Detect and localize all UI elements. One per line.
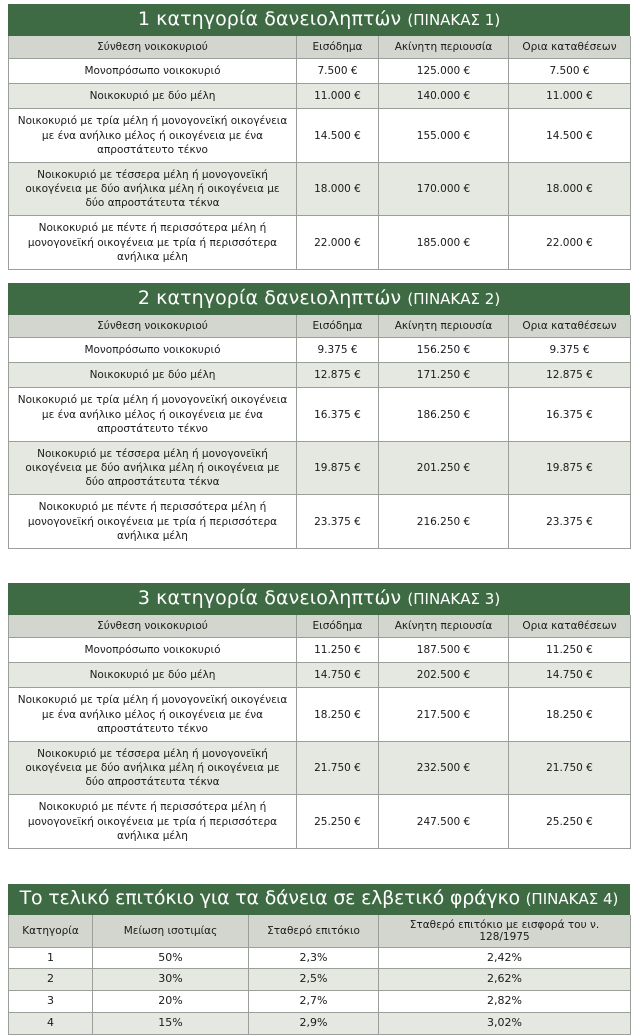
cell-income: 18.250 €	[297, 688, 379, 742]
cell-category: 2	[9, 969, 93, 991]
table-row	[9, 795, 631, 849]
col-header-fixed-rate: Σταθερό επιτόκιο	[249, 915, 379, 948]
cell-household: Νοικοκυριό με τέσσερα μέλη ή μονογονεϊκή οικογένεια με δύο ανήλικα μέλη ή οικογένεια με δύο απροστάτευτα τέκνα	[9, 741, 297, 795]
cell-rate: 2,3%	[249, 947, 379, 969]
cell-income: 19.875 €	[297, 441, 379, 495]
table-row	[9, 441, 631, 495]
table-row	[9, 84, 631, 109]
table-4-grid	[8, 915, 631, 1035]
cell-deposits: 16.375 €	[509, 388, 631, 442]
col-header-household: Σύνθεση νοικοκυριού	[9, 315, 297, 338]
cell-deposits: 21.750 €	[509, 741, 631, 795]
cell-property: 170.000 €	[379, 162, 509, 216]
cell-household: Νοικοκυριό με πέντε ή περισσότερα μέλη ή μονογονεϊκή οικογένεια με τρία ή περισσότερα ανήλικα μέλη	[9, 216, 297, 270]
table-row	[9, 947, 631, 969]
cell-household: Νοικοκυριό με τρία μέλη ή μονογονεϊκή οικογένεια με ένα ανήλικο μέλος ή οικογένεια με ένα απροστάτευτο τέκνο	[9, 388, 297, 442]
table-2-title-main: 2 κατηγορία δανειοληπτών	[137, 287, 402, 309]
cell-property: 156.250 €	[379, 338, 509, 363]
table-3-title-sub: (ΠΙΝΑΚΑΣ 3)	[407, 590, 501, 608]
borrower-category-table-3	[8, 583, 630, 849]
cell-income: 22.000 €	[297, 216, 379, 270]
cell-property: 125.000 €	[379, 59, 509, 84]
col-header-property: Ακίνητη περιουσία	[379, 36, 509, 59]
cell-rate-with-levy: 2,82%	[379, 991, 631, 1013]
cell-income: 25.250 €	[297, 795, 379, 849]
cell-deposits: 22.000 €	[509, 216, 631, 270]
col-header-income: Εισόδημα	[297, 615, 379, 638]
cell-deposits: 18.000 €	[509, 162, 631, 216]
col-header-deposits: Ορια καταθέσεων	[509, 36, 631, 59]
col-header-income: Εισόδημα	[297, 36, 379, 59]
cell-household: Μονοπρόσωπο νοικοκυριό	[9, 59, 297, 84]
table-1-grid	[8, 36, 631, 270]
cell-income: 11.250 €	[297, 638, 379, 663]
cell-category: 4	[9, 1013, 93, 1035]
cell-income: 14.500 €	[297, 109, 379, 163]
table-2-title-sub: (ΠΙΝΑΚΑΣ 2)	[407, 290, 501, 308]
cell-deposits: 19.875 €	[509, 441, 631, 495]
table-row	[9, 388, 631, 442]
table-row	[9, 741, 631, 795]
cell-reduction: 20%	[93, 991, 249, 1013]
table-row	[9, 688, 631, 742]
table-row	[9, 59, 631, 84]
table-2-grid	[8, 315, 631, 549]
cell-household: Νοικοκυριό με πέντε ή περισσότερα μέλη ή μονογονεϊκή οικογένεια με τρία ή περισσότερα ανήλικα μέλη	[9, 795, 297, 849]
table-1-title	[8, 4, 630, 36]
table-1-title-main: 1 κατηγορία δανειοληπτών	[137, 8, 402, 30]
cell-deposits: 7.500 €	[509, 59, 631, 84]
cell-income: 12.875 €	[297, 363, 379, 388]
cell-rate-with-levy: 3,02%	[379, 1013, 631, 1035]
table-4-title-main: Το τελικό επιτόκιο για τα δάνεια σε ελβετικό φράγκο	[19, 887, 520, 909]
cell-income: 18.000 €	[297, 162, 379, 216]
table-row	[9, 638, 631, 663]
cell-property: 202.500 €	[379, 663, 509, 688]
cell-property: 187.500 €	[379, 638, 509, 663]
cell-property: 217.500 €	[379, 688, 509, 742]
cell-deposits: 25.250 €	[509, 795, 631, 849]
cell-income: 14.750 €	[297, 663, 379, 688]
cell-deposits: 23.375 €	[509, 495, 631, 549]
cell-reduction: 15%	[93, 1013, 249, 1035]
cell-household: Νοικοκυριό με τέσσερα μέλη ή μονογονεϊκή οικογένεια με δύο ανήλικα μέλη ή οικογένεια με δύο απροστάτευτα τέκνα	[9, 162, 297, 216]
cell-property: 155.000 €	[379, 109, 509, 163]
col-header-parity-reduction: Μείωση ισοτιμίας	[93, 915, 249, 948]
cell-household: Νοικοκυριό με πέντε ή περισσότερα μέλη ή μονογονεϊκή οικογένεια με τρία ή περισσότερα ανήλικα μέλη	[9, 495, 297, 549]
col-header-income: Εισόδημα	[297, 315, 379, 338]
cell-property: 186.250 €	[379, 388, 509, 442]
cell-reduction: 30%	[93, 969, 249, 991]
col-header-deposits: Ορια καταθέσεων	[509, 615, 631, 638]
table-4-header-row	[9, 915, 631, 948]
cell-deposits: 9.375 €	[509, 338, 631, 363]
table-row	[9, 162, 631, 216]
table-row	[9, 495, 631, 549]
cell-rate: 2,9%	[249, 1013, 379, 1035]
cell-deposits: 14.500 €	[509, 109, 631, 163]
cell-category: 1	[9, 947, 93, 969]
cell-household: Μονοπρόσωπο νοικοκυριό	[9, 338, 297, 363]
cell-income: 7.500 €	[297, 59, 379, 84]
table-row	[9, 363, 631, 388]
cell-rate: 2,7%	[249, 991, 379, 1013]
cell-income: 9.375 €	[297, 338, 379, 363]
table-3-title	[8, 583, 630, 615]
col-header-household: Σύνθεση νοικοκυριού	[9, 36, 297, 59]
table-2-title	[8, 283, 630, 315]
col-header-property: Ακίνητη περιουσία	[379, 315, 509, 338]
table-3-header-row	[9, 615, 631, 638]
col-header-property: Ακίνητη περιουσία	[379, 615, 509, 638]
col-header-fixed-rate-with-levy: Σταθερό επιτόκιο με εισφορά του ν. 128/1975	[379, 915, 631, 948]
borrower-category-table-2	[8, 283, 630, 549]
cell-category: 3	[9, 991, 93, 1013]
col-header-household: Σύνθεση νοικοκυριού	[9, 615, 297, 638]
cell-property: 185.000 €	[379, 216, 509, 270]
cell-rate: 2,5%	[249, 969, 379, 991]
table-row	[9, 991, 631, 1013]
cell-property: 232.500 €	[379, 741, 509, 795]
cell-property: 140.000 €	[379, 84, 509, 109]
cell-household: Νοικοκυριό με δύο μέλη	[9, 363, 297, 388]
col-header-deposits: Ορια καταθέσεων	[509, 315, 631, 338]
cell-property: 171.250 €	[379, 363, 509, 388]
table-3-grid	[8, 615, 631, 849]
cell-household: Νοικοκυριό με τρία μέλη ή μονογονεϊκή οικογένεια με ένα ανήλικο μέλος ή οικογένεια με ένα απροστάτευτο τέκνο	[9, 109, 297, 163]
cell-income: 11.000 €	[297, 84, 379, 109]
table-row	[9, 969, 631, 991]
cell-deposits: 12.875 €	[509, 363, 631, 388]
cell-deposits: 18.250 €	[509, 688, 631, 742]
cell-deposits: 14.750 €	[509, 663, 631, 688]
col-header-category: Κατηγορία	[9, 915, 93, 948]
cell-property: 247.500 €	[379, 795, 509, 849]
table-2-header-row	[9, 315, 631, 338]
table-1-title-sub: (ΠΙΝΑΚΑΣ 1)	[407, 11, 501, 29]
cell-rate-with-levy: 2,42%	[379, 947, 631, 969]
table-row	[9, 663, 631, 688]
cell-household: Νοικοκυριό με τέσσερα μέλη ή μονογονεϊκή οικογένεια με δύο ανήλικα μέλη ή οικογένεια με δύο απροστάτευτα τέκνα	[9, 441, 297, 495]
cell-property: 216.250 €	[379, 495, 509, 549]
cell-income: 21.750 €	[297, 741, 379, 795]
cell-income: 23.375 €	[297, 495, 379, 549]
table-1-header-row	[9, 36, 631, 59]
table-row	[9, 1013, 631, 1035]
table-3-title-main: 3 κατηγορία δανειοληπτών	[137, 587, 402, 609]
cell-household: Νοικοκυριό με τρία μέλη ή μονογονεϊκή οικογένεια με ένα ανήλικο μέλος ή οικογένεια με ένα απροστάτευτο τέκνο	[9, 688, 297, 742]
cell-deposits: 11.000 €	[509, 84, 631, 109]
table-4-title	[8, 884, 630, 915]
cell-household: Νοικοκυριό με δύο μέλη	[9, 84, 297, 109]
table-row	[9, 216, 631, 270]
cell-reduction: 50%	[93, 947, 249, 969]
cell-deposits: 11.250 €	[509, 638, 631, 663]
cell-income: 16.375 €	[297, 388, 379, 442]
cell-property: 201.250 €	[379, 441, 509, 495]
borrower-category-table-1	[8, 4, 630, 270]
cell-household: Νοικοκυριό με δύο μέλη	[9, 663, 297, 688]
table-row	[9, 338, 631, 363]
table-row	[9, 109, 631, 163]
final-interest-rate-table-4	[8, 884, 630, 1035]
table-4-title-sub: (ΠΙΝΑΚΑΣ 4)	[525, 890, 619, 908]
cell-rate-with-levy: 2,62%	[379, 969, 631, 991]
cell-household: Μονοπρόσωπο νοικοκυριό	[9, 638, 297, 663]
